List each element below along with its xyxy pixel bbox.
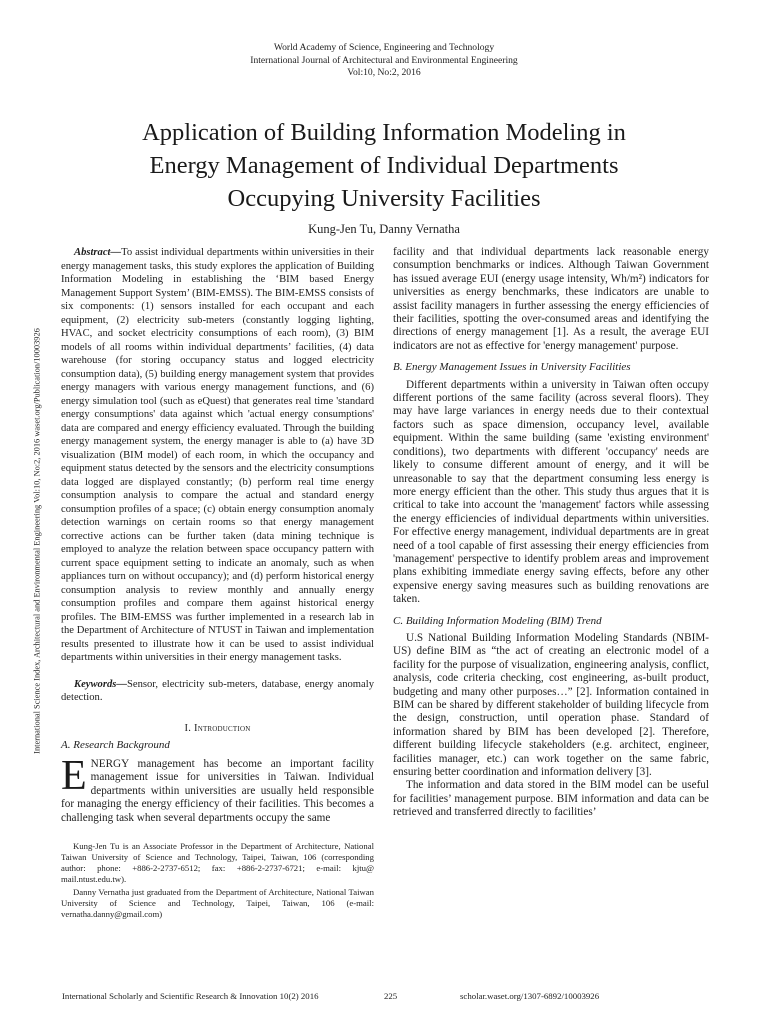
- title-line-1: Application of Building Information Modeling in: [142, 119, 626, 146]
- keywords-label: Keywords—: [74, 678, 127, 690]
- side-index-text: International Science Index, Architectural and Environmental Engineering Vol:10, No:2, 2016 waset.org/Publication/10003926: [32, 328, 42, 754]
- subsection-research-background: A. Research Background: [61, 739, 170, 751]
- abstract: [61, 246, 374, 665]
- paragraph-bim-facilities: The information and data stored in the BIM model can be useful for facilities’ management purpose. BIM information and data can be retrieved and transferred directly to facilities’: [393, 779, 709, 819]
- section-introduction-heading: [61, 722, 374, 736]
- title-line-2: Energy Management of Individual Departments: [149, 152, 619, 179]
- section-number: I.: [184, 722, 194, 734]
- intro-text: NERGY management has become an important facility management issue for universities in Taiwan. Individual departments within universities are usually held responsible for managing the energy efficiency of their facilities. This becomes a challenging task when several departments occupy the same: [61, 757, 374, 824]
- paragraph-nbim: U.S National Building Information Modeling Standards (NBIM-US) define BIM as “the act of creating an electronic model of a facility for the purpose of visualization, engineering analysis, conflict, analysis, code criteria checking, cost engineering, as-built product, budgeting and many other purposes…” [2]. Information contained in BIM can be shared by different stakeholder of building lifecycle from the design, construction, until operation phase. Standard of information shared by BIM has been developed [2]. Therefore, different building lifecycle stakeholders (e.g. architect, engineer, facilities manager, etc.) can work together on the same fabric, ensuring better coordination and information delivery [3].: [393, 631, 709, 779]
- footer-publisher: International Scholarly and Scientific Research & Innovation 10(2) 2016: [62, 991, 319, 1001]
- subsection-energy-management-issues: B. Energy Management Issues in University Facilities: [393, 361, 631, 374]
- side-index-citation: [31, 267, 43, 815]
- keywords: [61, 678, 374, 705]
- paper-title: [60, 116, 708, 215]
- left-column: [61, 246, 374, 825]
- subsection-bim-trend: C. Building Information Modeling (BIM) Trend: [393, 614, 602, 627]
- section-title: Introduction: [193, 722, 251, 734]
- footnote-author-2: Danny Vernatha just graduated from the Department of Architecture, National Taiwan University of Science and Technology, Taipei, Taiwan, 106 (e-mail: vernatha.danny@gmail.com): [61, 887, 374, 919]
- paragraph-eui: facility and that individual departments lack reasonable energy consumption benchmarks or indices. Although Taiwan Government has issued average EUI (energy usage intensity, Wh/m²) indicators for universities as energy benchmarks, these indicators are unable to assist facility managers in further assessing the energy efficiencies of their facilities, spotting the over-consumed areas and identifying the directions of energy management [1]. As a result, the average EUI indicators are not as effective for 'energy management' purpose.: [393, 246, 709, 352]
- intro-paragraph: [61, 752, 374, 826]
- keywords-text: Sensor, electricity sub-meters, database, energy anomaly detection.: [61, 678, 374, 703]
- journal-name: International Journal of Architectural and Environmental Engineering: [250, 54, 518, 66]
- author-footnotes: [61, 841, 374, 922]
- footnote-author-1: Kung-Jen Tu is an Associate Professor in the Department of Architecture, National Taiwan University of Science and Technology, Taipei, Taiwan, 106 (corresponding author: phone: +886-2-2737-6512; fax: +886-2-2737-6721; e-mail: kjtu@ mail.ntust.edu.tw).: [61, 841, 374, 884]
- abstract-text: To assist individual departments within universities in their energy management tasks, this study explores the application of Building Information Modeling in establishing the ‘BIM based Energy Management Support System’ (BIM-EMSS). The BIM-EMSS consists of six components: (1) sensors installed for each occupant and each equipment, (2) electricity sub-meters (constantly logging lighting, HVAC, and socket electricity consumptions of each room), (3) BIM models of all rooms within individual departments’ facilities, (4) data warehouse (for storing occupancy status and logged electricity consumption data), (5) building energy management system that provides energy managers with various energy management functions, and (6) energy simulation tool (such as eQuest) that generates real time 'standard energy consumptions' data against which 'actual energy consumptions' data are compared and energy efficiency evaluated. Through the building energy management system, the energy manager is able to (a) have 3D visualization (BIM model) of each room, in which the occupancy and equipment status detected by the sensors and the electricity consumptions data logged are displayed constantly; (b) perform real time energy consumption analysis to compare the actual and standard energy consumption profiles of a space; (c) obtain energy consumption anomaly detection warnings on certain rooms so that energy management corrective actions can be further taken (data mining technique is employed to analyze the relation between space occupancy pattern with current space equipment setting to indicate an anomaly, such as when appliances turn on without occupancy); and (d) perform historical energy consumption analysis to review monthly and annually energy consumption profiles and compare them against historical energy profiles. The BIM-EMSS was further implemented in a research lab in the Department of Architecture of NTUST in Taiwan and implementation results presented to illustrate how it can be used to assist individual departments within universities in their energy management tasks.: [61, 247, 374, 663]
- page-number: 225: [384, 991, 398, 1001]
- authors: Kung-Jen Tu, Danny Vernatha: [308, 222, 460, 236]
- drop-cap: E: [61, 752, 87, 799]
- paragraph-departments: Different departments within a university in Taiwan often occupy different portions of the same facility (across several floors). They may have large variances in energy needs due to their contextual factors such as space dimension, occupancy level, available equipment. Within the same building (same 'existing environment' conditions), two departments with different 'occupancy' needs are likely to consume different amount of energy, and it will be unreasonable to say that the department consuming less energy is more energy efficient than the other. This study thus argues that it is critical to take into account the 'management' factors while assessing the energy efficiencies of individual departments within universities. For effective energy management, individual departments are in great need of a tool capable of first assessing their energy efficiencies from 'management' perspective to identify problem areas and improvement plans exhibiting immediate energy saving effects, before any other expensive energy saving measures such as building renovations are taken.: [393, 378, 709, 606]
- footer-link[interactable]: scholar.waset.org/1307-6892/10003926: [460, 991, 600, 1001]
- journal-academy: World Academy of Science, Engineering and Technology: [273, 42, 495, 53]
- journal-header: [0, 42, 768, 80]
- title-line-3: Occupying University Facilities: [227, 185, 541, 212]
- abstract-label: Abstract—: [74, 247, 122, 258]
- journal-volume: Vol:10, No:2, 2016: [347, 67, 421, 78]
- right-column: [393, 246, 709, 820]
